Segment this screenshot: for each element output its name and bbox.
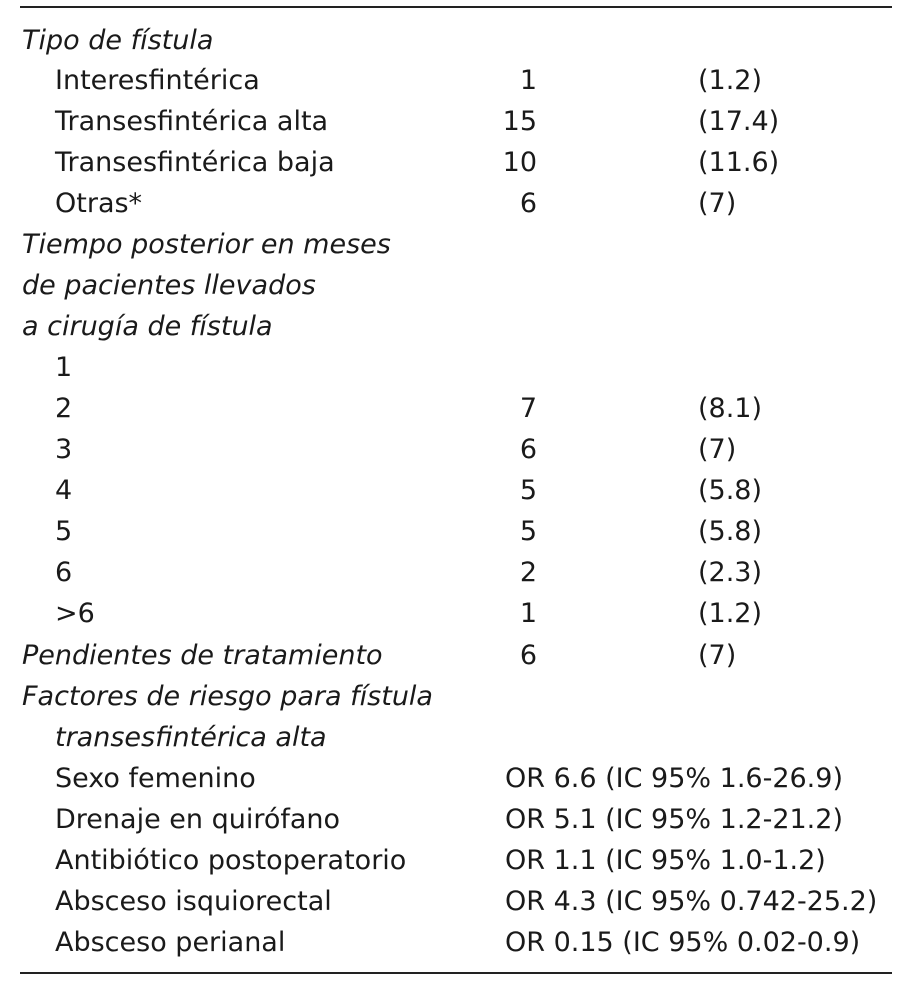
section-title-line: transesfintérica alta: [55, 722, 327, 753]
section-heading-tiempo: [0, 224, 910, 265]
row-label: 5: [55, 516, 73, 547]
row-label: Otras*: [55, 188, 143, 219]
row-percent: (7): [698, 434, 737, 465]
row-label: 6: [55, 557, 73, 588]
odds-ratio: OR 5.1 (IC 95% 1.2-21.2): [505, 804, 843, 835]
table-row: [0, 60, 910, 101]
row-count: 2: [519, 557, 537, 588]
odds-ratio: OR 1.1 (IC 95% 1.0-1.2): [505, 845, 826, 876]
odds-ratio: OR 6.6 (IC 95% 1.6-26.9): [505, 763, 843, 794]
row-label: Transesfintérica alta: [55, 106, 329, 137]
odds-ratio: OR 4.3 (IC 95% 0.742-25.2): [505, 886, 878, 917]
pendientes-row: [0, 635, 910, 676]
pendientes-label: Pendientes de tratamiento: [22, 640, 383, 671]
row-percent: (11.6): [698, 147, 780, 178]
row-label: Interesfintérica: [55, 65, 260, 96]
row-count: 10: [502, 147, 537, 178]
row-percent: (5.8): [698, 516, 763, 547]
factor-label: Drenaje en quirófano: [55, 804, 341, 835]
section-title: Tipo de fístula: [22, 25, 214, 56]
row-percent: (1.2): [698, 598, 763, 629]
table-row: [0, 552, 910, 593]
factor-label: Sexo femenino: [55, 763, 256, 794]
table-row: [0, 840, 910, 881]
row-percent: (7): [698, 188, 737, 219]
row-count: 15: [502, 106, 537, 137]
section-title-line: Tiempo posterior en meses: [22, 229, 391, 260]
row-label: 2: [55, 393, 73, 424]
row-count: 6: [519, 434, 537, 465]
table-row: [0, 881, 910, 922]
table-row: [0, 470, 910, 511]
factor-label: Absceso perianal: [55, 927, 286, 958]
table-top-rule: [20, 6, 892, 8]
section-heading-tiempo-cont: [0, 306, 910, 347]
section-title-line: de pacientes llevados: [22, 270, 316, 301]
table-row: [0, 429, 910, 470]
factor-label: Antibiótico postoperatorio: [55, 845, 407, 876]
row-label: 4: [55, 475, 73, 506]
table-row: [0, 922, 910, 963]
table-row: [0, 101, 910, 142]
row-count: 1: [519, 598, 537, 629]
section-heading-tiempo-cont: [0, 265, 910, 306]
row-count: 6: [519, 640, 537, 671]
row-count: 6: [519, 188, 537, 219]
table-row: [0, 388, 910, 429]
row-percent: (5.8): [698, 475, 763, 506]
table-bottom-rule: [20, 972, 892, 974]
row-percent: (7): [698, 640, 737, 671]
section-title-line: a cirugía de fístula: [22, 311, 273, 342]
section-title-line: Factores de riesgo para fístula: [22, 681, 433, 712]
table-row: [0, 347, 910, 388]
table-row: [0, 799, 910, 840]
row-percent: (2.3): [698, 557, 763, 588]
odds-ratio: OR 0.15 (IC 95% 0.02-0.9): [505, 927, 861, 958]
section-heading-tipo: [0, 20, 910, 61]
row-label: Transesfintérica baja: [55, 147, 335, 178]
row-count: 5: [519, 516, 537, 547]
row-label: >6: [55, 598, 95, 629]
row-label: 1: [55, 352, 73, 383]
table-row: [0, 511, 910, 552]
row-percent: (1.2): [698, 65, 763, 96]
row-count: 7: [519, 393, 537, 424]
table-row: [0, 758, 910, 799]
factor-label: Absceso isquiorectal: [55, 886, 332, 917]
row-count: 5: [519, 475, 537, 506]
row-label: 3: [55, 434, 73, 465]
section-heading-factores: [0, 676, 910, 717]
table-row: [0, 593, 910, 634]
row-percent: (8.1): [698, 393, 763, 424]
table-row: [0, 142, 910, 183]
section-heading-factores-cont: [0, 717, 910, 758]
row-percent: (17.4): [698, 106, 780, 137]
table-row: [0, 183, 910, 224]
row-count: 1: [519, 65, 537, 96]
